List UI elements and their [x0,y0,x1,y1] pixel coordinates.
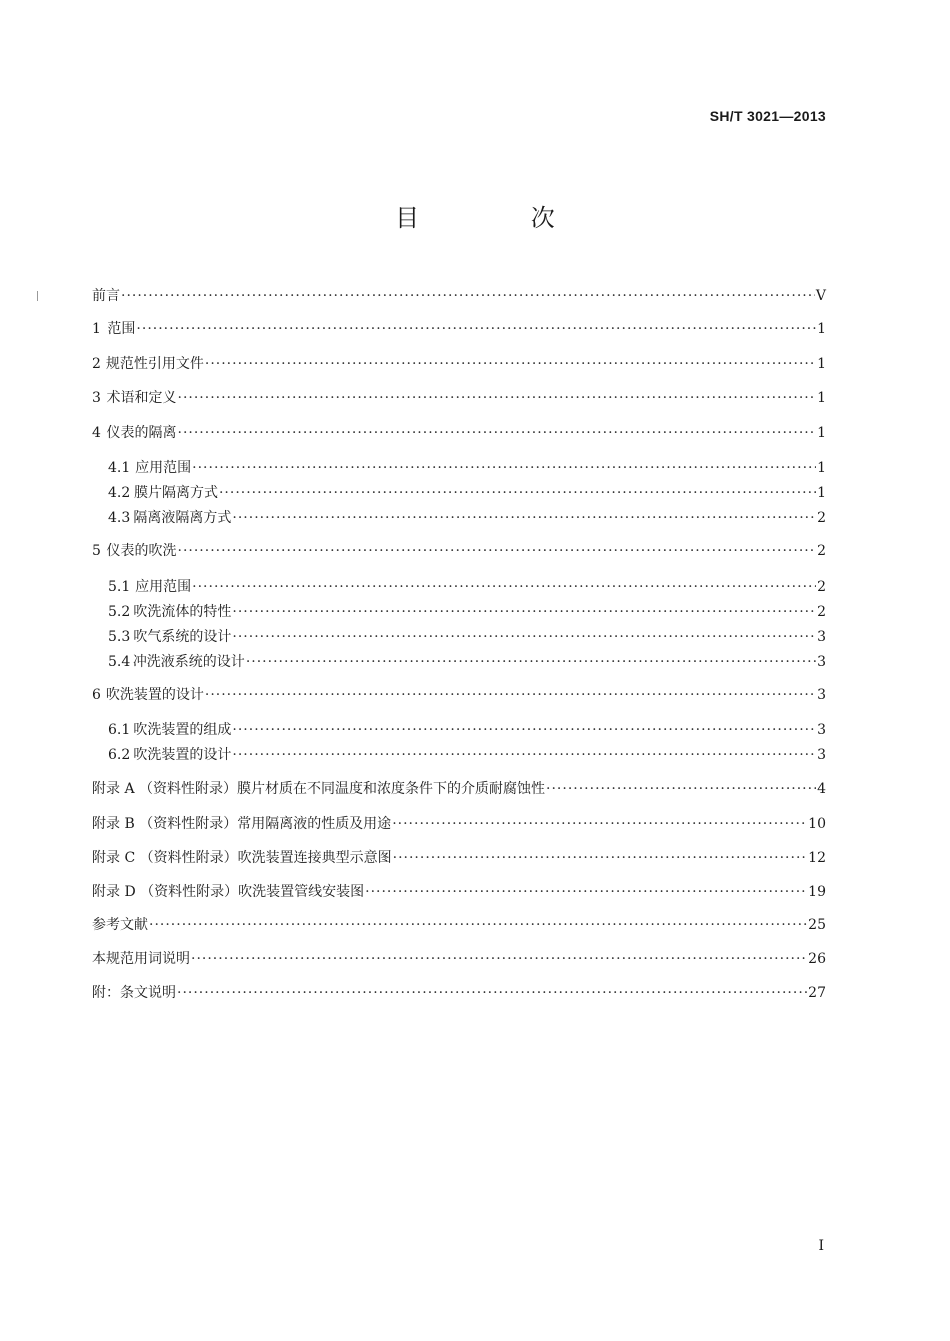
toc-entry-page: 3 [817,747,826,763]
standard-code: SH/T 3021—2013 [709,108,826,124]
toc-entry[interactable] [108,653,826,671]
toc-entry-number: 6 [92,687,101,703]
toc-entry-page: 1 [817,390,826,406]
toc-entry-number: 4.3 [108,510,131,526]
toc-entry-page: 3 [817,654,826,670]
toc-entry-number: 4 [92,425,101,441]
toc-entry-number: 1 [92,321,101,337]
dot-leader [177,984,807,1002]
toc-entry[interactable] [92,780,826,798]
dot-leader [136,320,816,338]
dot-leader [192,459,816,477]
toc-entry-title: 冲洗液系统的设计 [132,654,245,670]
toc-entry-title: 术语和定义 [106,390,177,406]
toc-entry-number: 5.2 [108,604,131,620]
dot-leader [232,628,816,646]
dot-leader [232,509,816,527]
toc-entry-title: 本规范用词说明 [92,951,190,967]
toc-entry[interactable] [92,883,826,901]
toc-entry-number: 5 [92,543,101,559]
page-title: 目 次 [395,204,607,232]
toc-entry[interactable] [108,459,826,477]
dot-leader [178,424,817,442]
toc-entry-page: 1 [817,356,826,372]
toc-entry-title: 吹洗流体的特性 [133,604,232,620]
dot-leader [121,287,815,305]
dot-leader [149,916,807,934]
dot-leader [205,686,816,704]
toc-entry-page: 10 [808,816,826,832]
dot-leader [191,950,807,968]
toc-entry[interactable] [92,389,826,407]
toc-entry-title: 附录 D （资料性附录）吹洗装置管线安装图 [92,884,365,900]
toc-entry-page: 1 [817,321,826,337]
dot-leader [178,542,817,560]
toc-entry[interactable] [108,628,826,646]
toc-entry-title: 参考文献 [92,917,148,933]
toc-entry-page: 3 [817,722,826,738]
toc-entry-title: 附录 C （资料性附录）吹洗装置连接典型示意图 [92,850,392,866]
toc-entry-title: 隔离液隔离方式 [133,510,232,526]
toc-entry-title: 膜片隔离方式 [133,485,218,501]
scan-mark [37,291,38,301]
toc-entry-number: 5.3 [108,629,131,645]
toc-entry-page: 2 [817,543,826,559]
dot-leader [393,849,808,867]
toc-entry-title: 吹洗装置的设计 [105,687,204,703]
toc-entry-title: 仪表的吹洗 [106,543,177,559]
toc-entry-number: 4.1 [108,460,131,476]
toc-entry[interactable] [92,542,826,560]
dot-leader [365,883,807,901]
toc-entry[interactable] [92,287,826,305]
toc-entry[interactable] [108,484,826,502]
toc-entry-page: 2 [817,604,826,620]
toc-entry[interactable] [92,320,826,338]
toc-entry-title: 应用范围 [135,579,192,595]
toc-entry[interactable] [92,849,826,867]
toc-entry[interactable] [92,984,826,1002]
toc-entry[interactable] [92,424,826,442]
toc-entry[interactable] [108,746,826,764]
toc-entry-title: 规范性引用文件 [105,356,204,372]
toc-entry-number: 6.1 [108,722,131,738]
toc-entry[interactable] [92,950,826,968]
toc-entry-number: 5.4 [108,654,131,670]
toc-entry-number: 3 [92,390,101,406]
toc-entry-title: 应用范围 [135,460,192,476]
toc-entry-number: 5.1 [108,579,131,595]
toc-entry[interactable] [108,509,826,527]
dot-leader [232,721,816,739]
dot-leader [232,603,816,621]
toc-entry-page: 2 [817,579,826,595]
dot-leader [178,389,817,407]
toc-entry-title: 附录 B （资料性附录）常用隔离液的性质及用途 [92,816,392,832]
dot-leader [192,578,816,596]
dot-leader [205,355,816,373]
toc-entry-page: 12 [808,850,826,866]
toc-entry-page: 2 [817,510,826,526]
toc-entry[interactable] [92,815,826,833]
toc-entry-page: 1 [817,425,826,441]
toc-entry[interactable] [92,355,826,373]
toc-entry-number: 4.2 [108,485,131,501]
toc-entry-page: 19 [808,884,826,900]
toc-entry-page: 26 [808,951,826,967]
toc-entry-title: 吹洗装置的设计 [133,747,232,763]
toc-entry-page: 27 [808,985,826,1001]
page-number: I [818,1238,824,1254]
toc-entry-page: 1 [817,460,826,476]
toc-entry-page: V [815,288,826,304]
dot-leader [546,780,816,798]
dot-leader [219,484,816,502]
toc-entry-title: 附录 A （资料性附录）膜片材质在不同温度和浓度条件下的介质耐腐蚀性 [92,781,546,797]
toc-entry-page: 4 [817,781,826,797]
toc-entry-page: 3 [817,687,826,703]
toc-entry-title: 附：条文说明 [92,985,176,1001]
toc-entry-page: 25 [808,917,826,933]
toc-entry-title: 吹气系统的设计 [133,629,232,645]
toc-entry[interactable] [92,686,826,704]
toc-entry-number: 2 [92,356,101,372]
toc-entry[interactable] [108,721,826,739]
toc-entry-title: 仪表的隔离 [106,425,177,441]
dot-leader [392,815,807,833]
toc-entry[interactable] [108,603,826,621]
toc-entry-title: 前言 [92,288,120,304]
dot-leader [246,653,816,671]
dot-leader [232,746,816,764]
toc-entry-title: 吹洗装置的组成 [133,722,232,738]
toc-entry[interactable] [108,578,826,596]
toc-entry[interactable] [92,916,826,934]
toc-entry-page: 3 [817,629,826,645]
toc-entry-page: 1 [817,485,826,501]
toc-entry-number: 6.2 [108,747,131,763]
toc-entry-title: 范围 [107,321,136,337]
